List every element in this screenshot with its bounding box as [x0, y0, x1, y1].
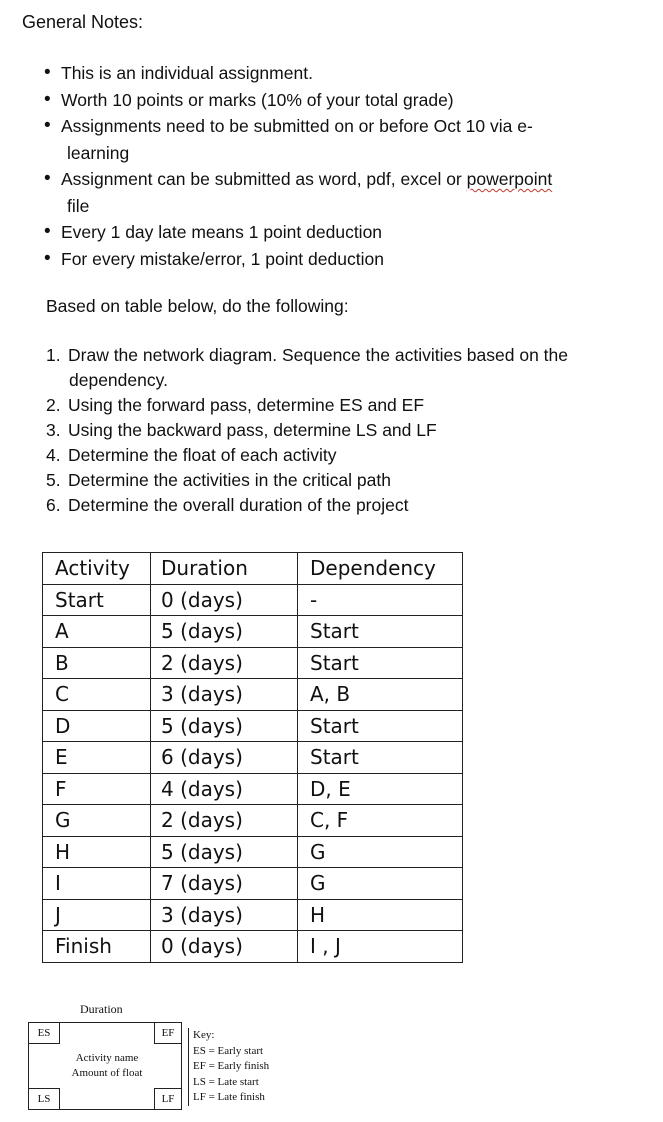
note-item: • Worth 10 points or marks (10% of your total grade): [44, 87, 634, 114]
table-row: [43, 773, 463, 805]
table-row: [43, 868, 463, 900]
cell-activity: F: [43, 773, 151, 805]
table-row: [43, 616, 463, 648]
legend-key-item: LF = Late finish: [193, 1091, 265, 1103]
table-header-row: [43, 553, 463, 585]
cell-dependency: I , J: [298, 931, 463, 963]
spellcheck-marked-word: powerpoint: [466, 169, 553, 189]
cell-activity: C: [43, 679, 151, 711]
task-list: [46, 343, 641, 518]
legend-key-item: LS = Late start: [193, 1075, 259, 1088]
cell-duration: 3 (days): [151, 679, 298, 711]
cell-duration: 5 (days): [151, 710, 298, 742]
cell-dependency: Start: [298, 710, 463, 742]
cell-duration: 6 (days): [151, 742, 298, 774]
legend-ef-cell: EF: [154, 1023, 181, 1044]
instructions-intro: Based on table below, do the following:: [46, 296, 349, 316]
legend-duration-label: Duration: [80, 1002, 123, 1016]
cell-activity: D: [43, 710, 151, 742]
cell-duration: 5 (days): [151, 836, 298, 868]
table-row: [43, 584, 463, 616]
task-item: 4. Determine the float of each activity: [46, 445, 337, 465]
cell-duration: 3 (days): [151, 899, 298, 931]
cell-duration: 2 (days): [151, 647, 298, 679]
cell-dependency: -: [298, 584, 463, 616]
cell-dependency: G: [298, 836, 463, 868]
cell-activity: H: [43, 836, 151, 868]
cell-activity: G: [43, 805, 151, 837]
table-row: [43, 931, 463, 963]
legend-key: [188, 1028, 269, 1106]
node-legend: [28, 1000, 298, 1115]
task-item: 3. Using the backward pass, determine LS and LF: [46, 420, 437, 440]
header-dependency: Dependency: [298, 553, 463, 585]
task-item: 1. Draw the network diagram. Sequence the activities based on the dependency.: [46, 345, 569, 390]
cell-activity: E: [43, 742, 151, 774]
legend-amount-of-float: Amount of float: [71, 1067, 143, 1079]
legend-key-item: ES = Early start: [193, 1044, 264, 1057]
note-item: • Assignments need to be submitted on or before Oct 10 via e- learning: [44, 113, 634, 166]
cell-duration: 4 (days): [151, 773, 298, 805]
cell-activity: B: [43, 647, 151, 679]
general-notes-list: [44, 60, 634, 272]
activity-node-box: [28, 1022, 182, 1110]
cell-activity: I: [43, 868, 151, 900]
cell-activity: A: [43, 616, 151, 648]
note-item: • For every mistake/error, 1 point deduction: [44, 246, 634, 273]
table-row: [43, 742, 463, 774]
cell-activity: Start: [43, 584, 151, 616]
cell-activity: J: [43, 899, 151, 931]
cell-duration: 0 (days): [151, 584, 298, 616]
table-row: [43, 836, 463, 868]
cell-dependency: Start: [298, 647, 463, 679]
cell-duration: 7 (days): [151, 868, 298, 900]
cell-duration: 2 (days): [151, 805, 298, 837]
general-notes-title: General Notes:: [22, 12, 144, 32]
legend-key-item: EF = Early finish: [193, 1060, 270, 1072]
cell-duration: 5 (days): [151, 616, 298, 648]
task-item: 2. Using the forward pass, determine ES and EF: [46, 395, 425, 415]
table-row: [43, 899, 463, 931]
cell-activity: Finish: [43, 931, 151, 963]
table-row: [43, 710, 463, 742]
cell-dependency: Start: [298, 616, 463, 648]
note-item: • This is an individual assignment.: [44, 60, 634, 87]
table-row: [43, 679, 463, 711]
cell-dependency: D, E: [298, 773, 463, 805]
cell-dependency: A, B: [298, 679, 463, 711]
cell-dependency: Start: [298, 742, 463, 774]
table-row: [43, 805, 463, 837]
cell-duration: 0 (days): [151, 931, 298, 963]
legend-key-title: Key:: [193, 1029, 215, 1041]
header-activity: Activity: [43, 553, 151, 585]
legend-activity-name: Activity name: [75, 1052, 139, 1064]
cell-dependency: H: [298, 899, 463, 931]
task-item: 6. Determine the overall duration of the project: [46, 495, 409, 515]
table-row: [43, 647, 463, 679]
note-item: • Assignment can be submitted as word, pdf, excel or powerpoint file: [44, 166, 634, 219]
header-duration: Duration: [151, 553, 298, 585]
cell-dependency: G: [298, 868, 463, 900]
note-item: • Every 1 day late means 1 point deduction: [44, 219, 634, 246]
cell-dependency: C, F: [298, 805, 463, 837]
legend-ls-cell: LS: [29, 1088, 60, 1109]
legend-es-cell: ES: [29, 1023, 60, 1044]
activity-table: [42, 552, 463, 963]
task-item: 5. Determine the activities in the critical path: [46, 470, 391, 490]
legend-center-text: [57, 1051, 157, 1081]
legend-lf-cell: LF: [154, 1088, 181, 1109]
